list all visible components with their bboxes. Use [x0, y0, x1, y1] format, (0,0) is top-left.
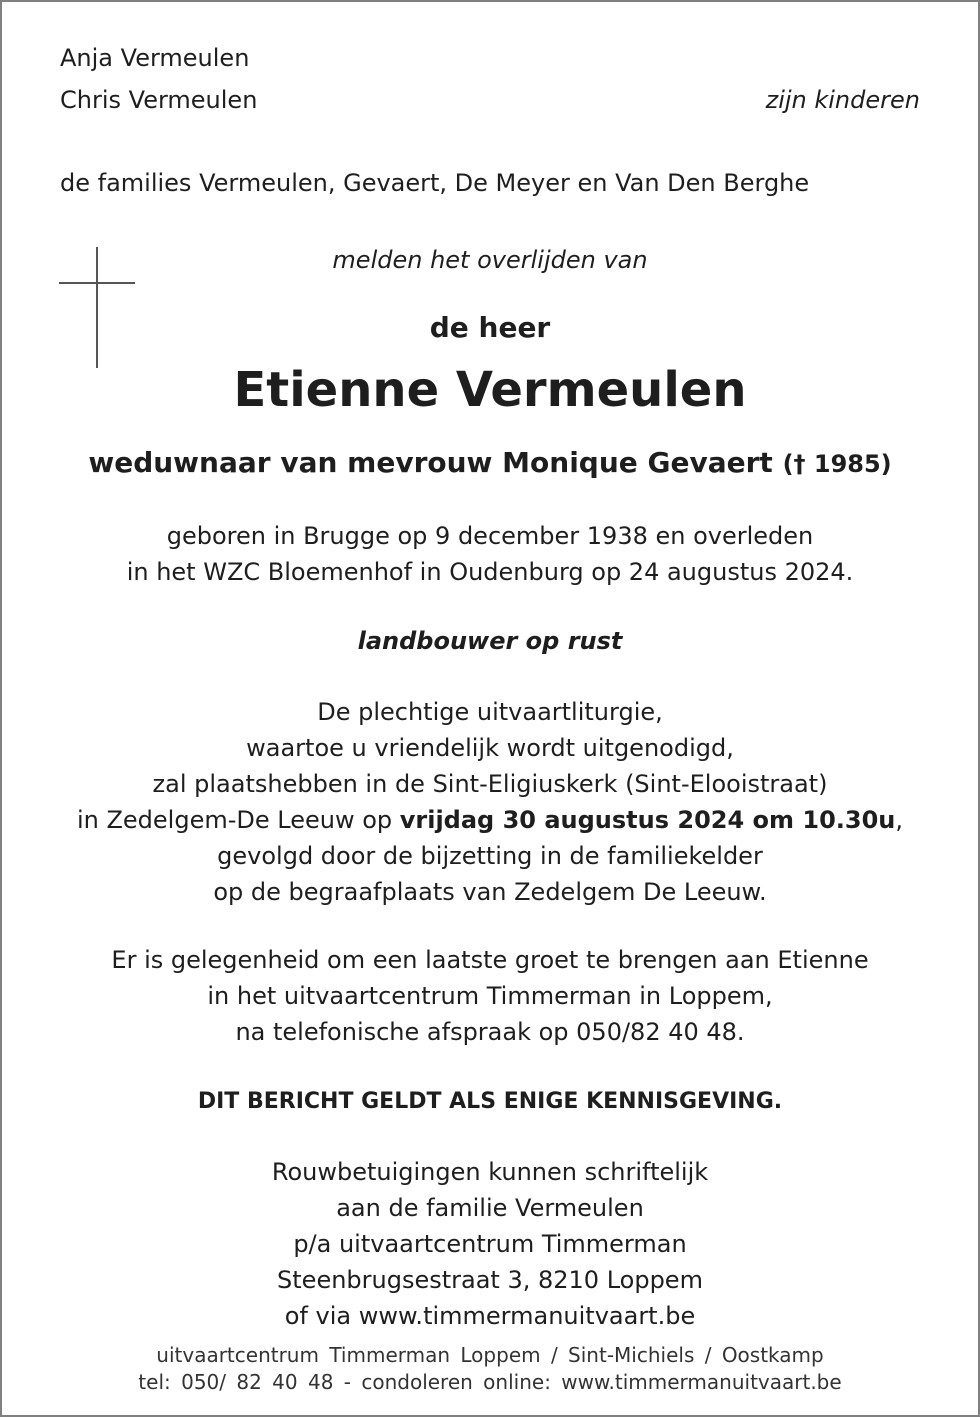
liturgy-line-4-pre: in Zedelgem-De Leeuw op — [76, 806, 400, 834]
profession: landbouwer op rust — [357, 627, 623, 655]
widower-line — [0, 446, 980, 481]
widower-year: († 1985) — [782, 450, 892, 478]
footer-block — [0, 1342, 980, 1396]
footer-line-1: uitvaartcentrum Timmerman Loppem / Sint-Michiels / Oostkamp — [156, 1343, 824, 1367]
liturgy-line-5: gevolgd door de bijzetting in de familiekelder — [217, 842, 763, 870]
child-name-1: Anja Vermeulen — [60, 44, 250, 72]
liturgy-line-4-post: , — [895, 806, 904, 834]
footer-line-2: tel: 050/ 82 40 48 - condoleren online: www.timmermanuitvaart.be — [138, 1370, 842, 1394]
title-line: de heer — [429, 311, 551, 344]
visit-line-2: in het uitvaartcentrum Timmerman in Loppem, — [207, 982, 773, 1010]
liturgy-line-2: waartoe u vriendelijk wordt uitgenodigd, — [246, 734, 734, 762]
visit-line-3: na telefonische afspraak op 050/82 40 48. — [235, 1018, 745, 1046]
condolences-line-1: Rouwbetuigingen kunnen schriftelijk — [271, 1158, 709, 1186]
liturgy-line-1: De plechtige uitvaartliturgie, — [317, 698, 663, 726]
liturgy-date-time: vrijdag 30 augustus 2024 om 10.30u — [399, 806, 896, 834]
condolences-line-2: aan de familie Vermeulen — [336, 1194, 644, 1222]
liturgy-line-6: op de begraafplaats van Zedelgem De Leeuw. — [213, 878, 767, 906]
liturgy-line-3: zal plaatshebben in de Sint-Eligiuskerk (Sint-Elooistraat) — [152, 770, 828, 798]
notice-line: DIT BERICHT GELDT ALS ENIGE KENNISGEVING. — [197, 1089, 783, 1114]
liturgy-line-4 — [0, 802, 980, 838]
deceased-name: Etienne Vermeulen — [233, 362, 747, 418]
visit-block — [0, 942, 980, 1050]
children-relation: zijn kinderen — [765, 86, 920, 114]
announce-line: melden het overlijden van — [332, 246, 648, 274]
birth-death-block — [0, 518, 980, 590]
cross-icon-bar — [59, 282, 135, 284]
birth-line: geboren in Brugge op 9 december 1938 en overleden — [166, 522, 814, 550]
visit-line-1: Er is gelegenheid om een laatste groet te brengen aan Etienne — [111, 946, 869, 974]
child-name-2: Chris Vermeulen — [60, 86, 258, 114]
condolences-line-5: of via www.timmermanuitvaart.be — [284, 1302, 696, 1330]
death-line: in het WZC Bloemenhof in Oudenburg op 24 augustus 2024. — [126, 558, 854, 586]
condolences-line-3: p/a uitvaartcentrum Timmerman — [293, 1230, 687, 1258]
liturgy-block — [0, 694, 980, 910]
widower-text: weduwnaar van mevrouw Monique Gevaert — [88, 446, 773, 479]
condolences-line-4: Steenbrugsestraat 3, 8210 Loppem — [277, 1266, 703, 1294]
condolences-block — [0, 1154, 980, 1334]
families-line: de families Vermeulen, Gevaert, De Meyer en Van Den Berghe — [60, 169, 810, 197]
